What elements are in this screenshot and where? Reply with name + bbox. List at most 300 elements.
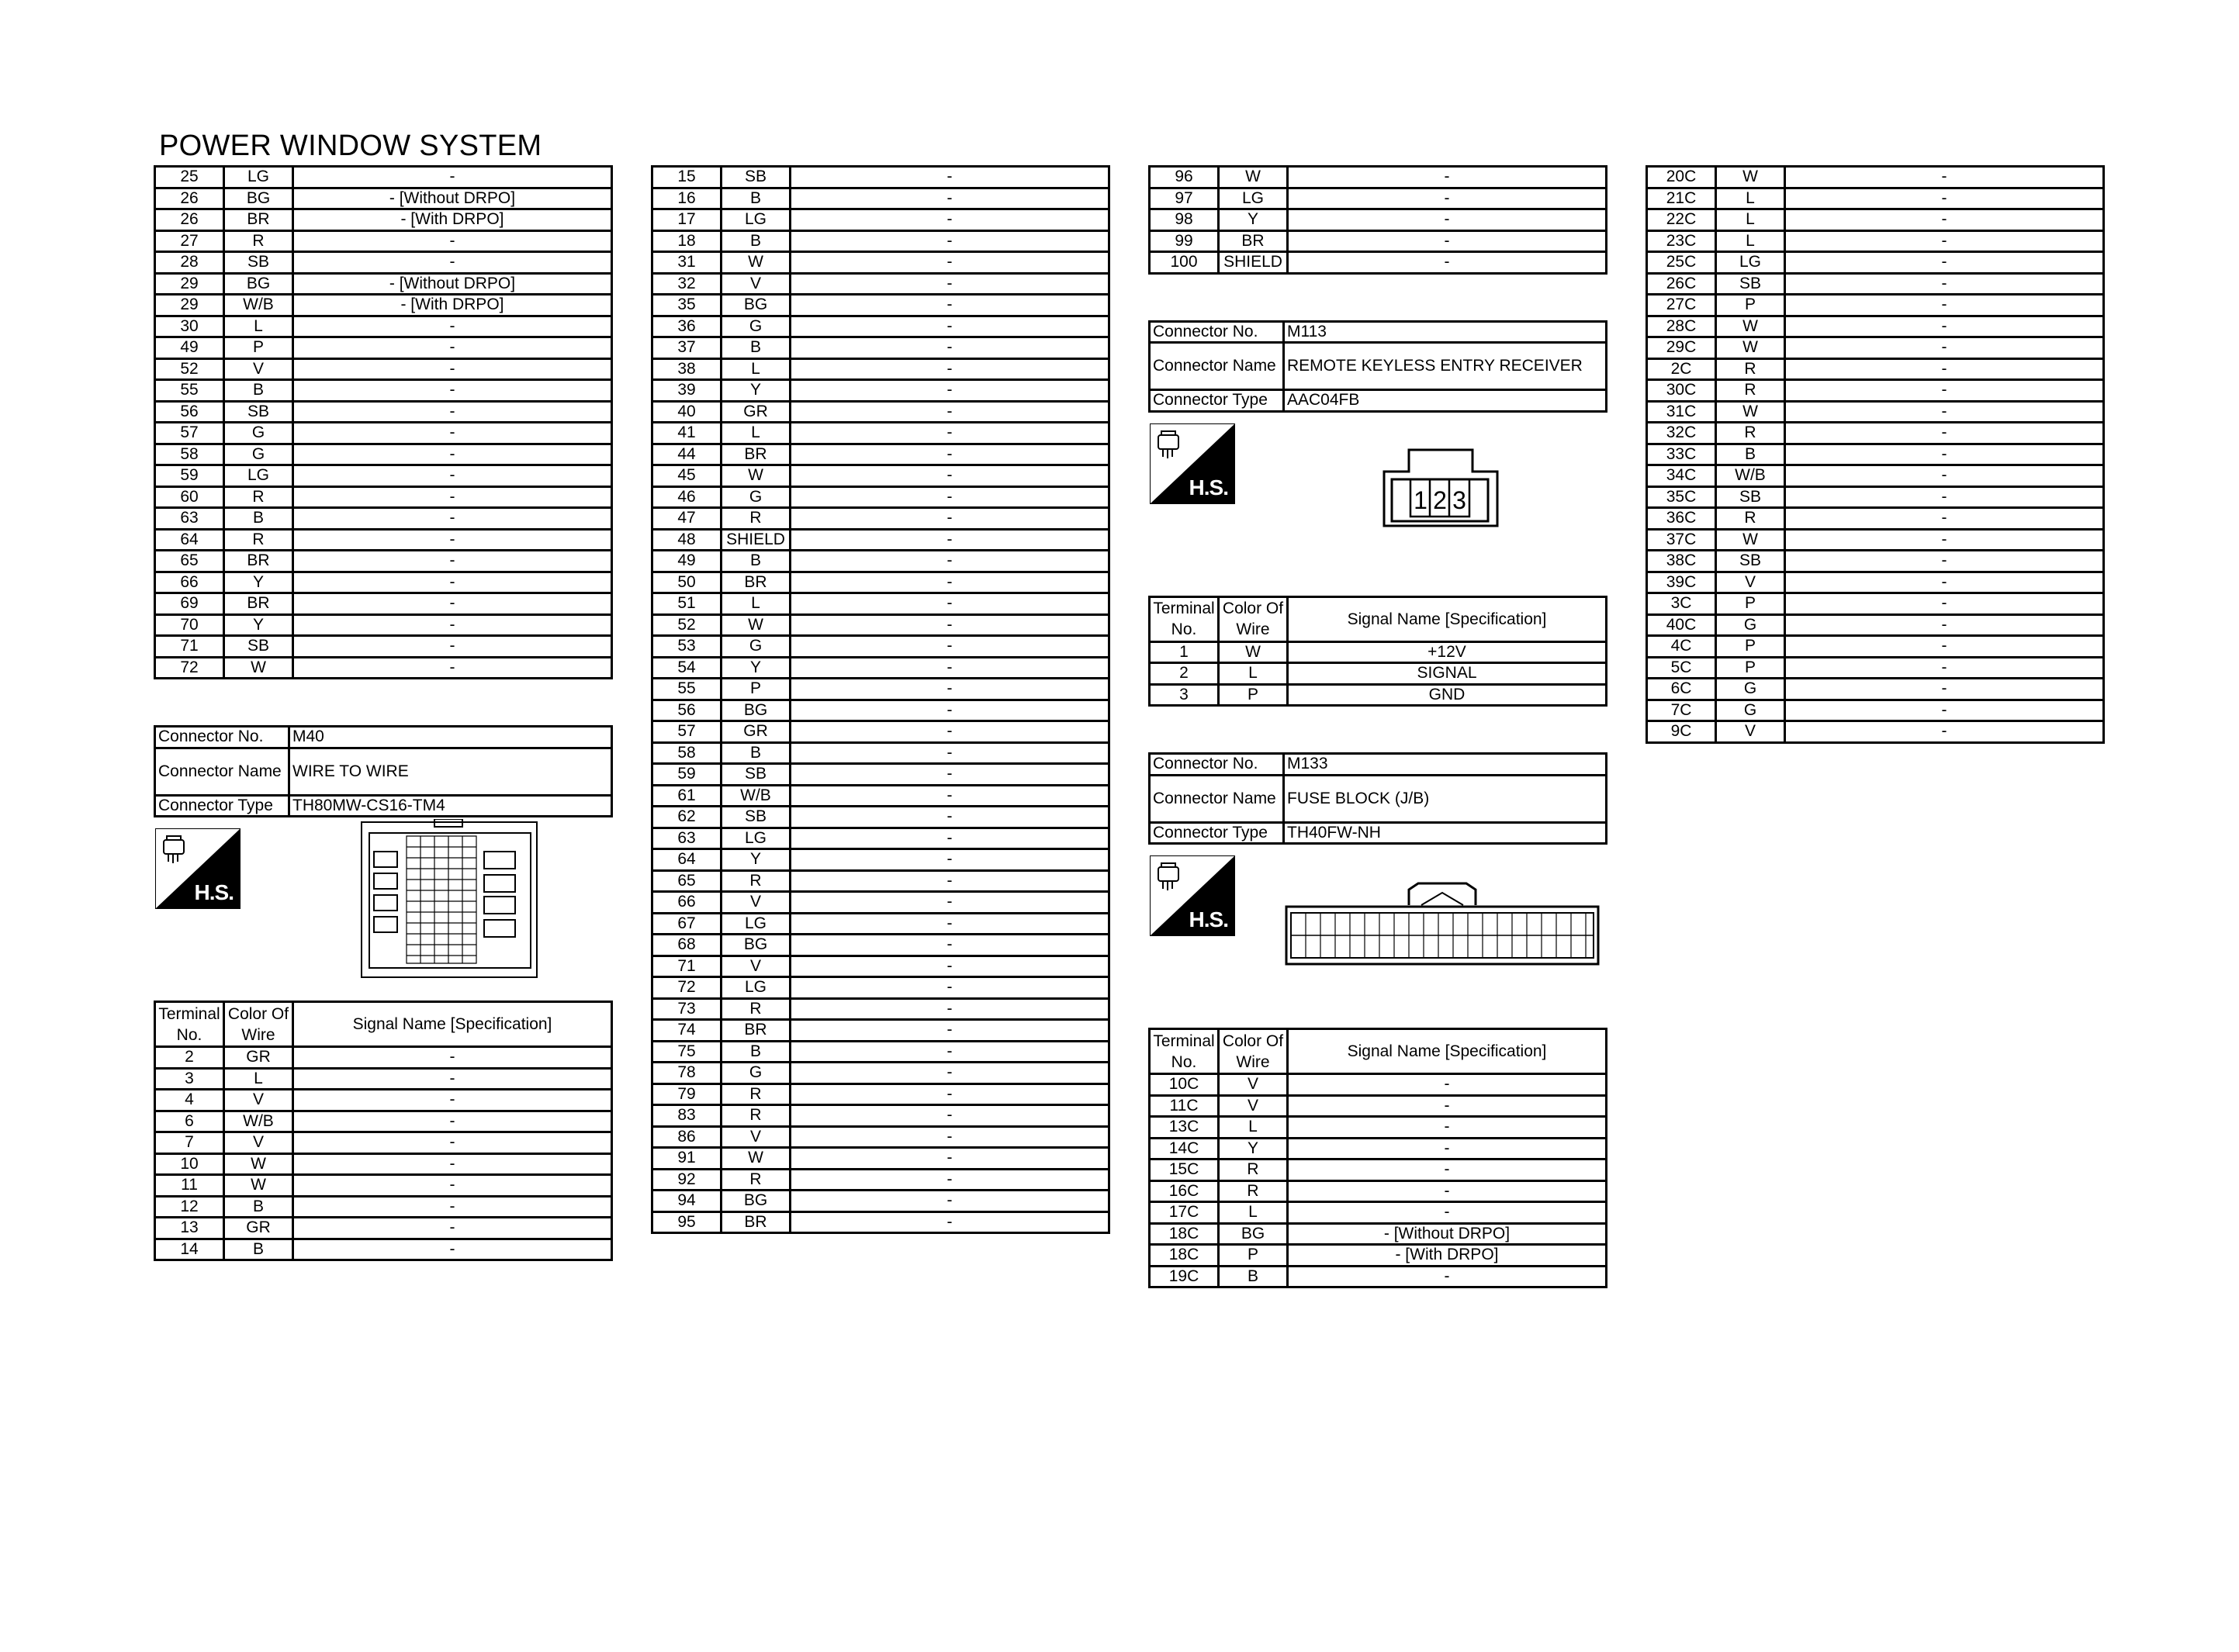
signal-name: -	[791, 1126, 1109, 1148]
signal-name: -	[1785, 636, 2104, 658]
terminal-no: 75	[652, 1041, 722, 1063]
terminal-no: 73	[652, 998, 722, 1020]
terminal-no: 97	[1150, 188, 1219, 209]
wire-color: SB	[722, 807, 791, 828]
signal-name: -	[791, 401, 1109, 423]
connector-name-label: Connector Name	[1150, 775, 1284, 822]
wire-color: Y	[1219, 1138, 1288, 1160]
wire-color: G	[722, 1063, 791, 1084]
terminal-no: 38C	[1647, 551, 1716, 572]
table-row	[1647, 358, 2104, 380]
terminal-no: 56	[652, 700, 722, 721]
terminal-no: 60	[155, 486, 224, 508]
signal-name: -	[791, 551, 1109, 572]
wire-color: Y	[224, 614, 293, 636]
signal-name: -	[293, 423, 612, 444]
table-row	[155, 486, 612, 508]
signal-name: -	[791, 1211, 1109, 1233]
signal-name: -	[293, 465, 612, 487]
terminal-no: 1	[1150, 641, 1219, 663]
terminal-table-m133-continued	[1646, 165, 2105, 744]
wire-color: V	[1219, 1095, 1288, 1117]
signal-name: -	[293, 167, 612, 188]
wire-color: L	[1219, 1117, 1288, 1139]
wire-color: B	[224, 380, 293, 402]
pin-2: 2	[1433, 486, 1447, 514]
signal-name: -	[293, 358, 612, 380]
table-row	[155, 1132, 612, 1154]
terminal-no: 14C	[1150, 1138, 1219, 1160]
wire-color: L	[1219, 1202, 1288, 1224]
wire-color: GR	[224, 1218, 293, 1239]
table-row	[155, 1153, 612, 1175]
wire-color: V	[224, 358, 293, 380]
wire-color: R	[1716, 423, 1785, 444]
table-row	[652, 977, 1109, 999]
terminal-no: 17	[652, 209, 722, 231]
signal-name: -	[1785, 209, 2104, 231]
signal-name: -	[293, 1068, 612, 1090]
connector-no-value: M133	[1284, 754, 1607, 776]
terminal-no: 26	[155, 209, 224, 231]
signal-name: - [Without DRPO]	[293, 188, 612, 209]
wire-color: G	[1716, 679, 1785, 700]
table-row	[652, 764, 1109, 786]
table-row	[155, 380, 612, 402]
signal-name: -	[293, 572, 612, 593]
signal-name: -	[791, 657, 1109, 679]
terminal-no: 78	[652, 1063, 722, 1084]
terminal-no: 63	[652, 828, 722, 849]
signal-name: -	[293, 1111, 612, 1132]
wire-color: G	[1716, 700, 1785, 721]
wire-color: BG	[722, 935, 791, 956]
table-row	[155, 188, 612, 209]
table-row	[1150, 252, 1607, 274]
wire-color: R	[1219, 1180, 1288, 1202]
table-row	[652, 551, 1109, 572]
signal-name: -	[293, 380, 612, 402]
signal-name: -	[791, 977, 1109, 999]
table-row	[1647, 700, 2104, 721]
table-row	[155, 316, 612, 337]
connector-type-label: Connector Type	[1150, 822, 1284, 844]
terminal-no: 12	[155, 1196, 224, 1218]
table-row	[155, 1090, 612, 1111]
harness-side-icon	[1150, 423, 1235, 504]
wire-color: B	[722, 230, 791, 252]
column-3	[1148, 165, 1607, 1288]
table-row	[652, 1105, 1109, 1127]
signal-name: -	[293, 1132, 612, 1154]
table-row	[652, 913, 1109, 935]
terminal-no: 71	[155, 636, 224, 658]
signal-name: -	[791, 913, 1109, 935]
terminal-no: 28C	[1647, 316, 1716, 337]
wire-color: R	[224, 486, 293, 508]
table-row	[155, 1196, 612, 1218]
terminal-no-header: Terminal No.	[155, 1002, 224, 1047]
terminal-no: 54	[652, 657, 722, 679]
table-row	[652, 1083, 1109, 1105]
wire-color: R	[722, 1169, 791, 1191]
wire-color: P	[1716, 593, 1785, 615]
terminal-no: 27C	[1647, 295, 1716, 316]
signal-name: -	[1785, 508, 2104, 530]
signal-name: -	[1785, 444, 2104, 465]
wire-color-header: Color Of Wire	[1219, 1029, 1288, 1074]
wire-color: B	[1716, 444, 1785, 465]
wire-color: W/B	[722, 785, 791, 807]
terminal-no: 39	[652, 380, 722, 402]
wire-color: G	[722, 486, 791, 508]
signal-name: -	[293, 230, 612, 252]
wire-color: BG	[722, 1191, 791, 1212]
wire-color: SHIELD	[1219, 252, 1288, 274]
signal-name: -	[1785, 273, 2104, 295]
wire-color: V	[722, 956, 791, 977]
table-row	[652, 1020, 1109, 1042]
signal-name: -	[791, 167, 1109, 188]
table-row	[1647, 188, 2104, 209]
wire-color: B	[722, 1041, 791, 1063]
table-row	[1150, 1074, 1607, 1096]
terminal-no: 72	[652, 977, 722, 999]
terminal-no: 49	[652, 551, 722, 572]
signal-name: -	[791, 1191, 1109, 1212]
pin-1: 1	[1414, 486, 1427, 514]
table-row	[1647, 657, 2104, 679]
signal-name: -	[791, 465, 1109, 487]
wire-color: W	[722, 252, 791, 274]
wire-color: GR	[722, 401, 791, 423]
terminal-no: 13C	[1150, 1117, 1219, 1139]
wire-color: B	[722, 337, 791, 359]
wire-color: L	[1716, 209, 1785, 231]
table-row	[652, 657, 1109, 679]
signal-name: -	[791, 935, 1109, 956]
connector-type-value: AAC04FB	[1284, 390, 1607, 412]
page-title: POWER WINDOW SYSTEM	[159, 130, 542, 162]
terminal-no: 71	[652, 956, 722, 977]
column-1	[154, 165, 613, 1261]
harness-side-icon	[1150, 855, 1235, 936]
wire-color: L	[722, 593, 791, 615]
terminal-no: 63	[155, 508, 224, 530]
wire-color: BR	[722, 1020, 791, 1042]
table-row	[1150, 1095, 1607, 1117]
wire-color: V	[1716, 572, 1785, 593]
wire-color: LG	[1219, 188, 1288, 209]
wire-color: Y	[722, 657, 791, 679]
wire-color: LG	[722, 828, 791, 849]
table-row	[1647, 230, 2104, 252]
signal-name: -	[791, 444, 1109, 465]
signal-name: -	[791, 636, 1109, 658]
wire-color: BR	[1219, 230, 1288, 252]
table-row	[155, 636, 612, 658]
wire-color: G	[722, 636, 791, 658]
connector-name-value: REMOTE KEYLESS ENTRY RECEIVER	[1284, 343, 1607, 390]
wire-color: SB	[1716, 551, 1785, 572]
wire-color: W	[1716, 337, 1785, 359]
signal-name: -	[791, 742, 1109, 764]
terminal-no: 7C	[1647, 700, 1716, 721]
table-row	[652, 828, 1109, 849]
terminal-no: 18C	[1150, 1245, 1219, 1267]
connector-face-diagram-m113	[1381, 448, 1500, 529]
table-row	[155, 1218, 612, 1239]
terminal-no: 27	[155, 230, 224, 252]
connector-name-label: Connector Name	[155, 748, 289, 795]
wire-color: R	[722, 1083, 791, 1105]
terminal-no: 55	[652, 679, 722, 700]
wire-color: B	[224, 1239, 293, 1260]
wire-color: LG	[722, 977, 791, 999]
table-row	[1647, 636, 2104, 658]
signal-name: -	[791, 423, 1109, 444]
terminal-no: 55	[155, 380, 224, 402]
signal-name-header: Signal Name [Specification]	[293, 1002, 612, 1047]
table-row	[1647, 551, 2104, 572]
signal-name: -	[1785, 486, 2104, 508]
signal-name: -	[293, 593, 612, 615]
table-row	[652, 252, 1109, 274]
table-row	[1647, 423, 2104, 444]
table-row	[652, 956, 1109, 977]
connector-figure-m113	[1148, 413, 1607, 596]
table-row	[1150, 188, 1607, 209]
wire-color: BG	[1219, 1223, 1288, 1245]
wire-color: V	[1219, 1074, 1288, 1096]
signal-name: -	[791, 764, 1109, 786]
table-row	[652, 273, 1109, 295]
wire-color: G	[224, 444, 293, 465]
table-row	[652, 316, 1109, 337]
table-row	[1647, 167, 2104, 188]
wire-color: P	[1716, 636, 1785, 658]
table-row	[652, 593, 1109, 615]
signal-name: -	[791, 337, 1109, 359]
signal-name: -	[293, 529, 612, 551]
terminal-no: 66	[155, 572, 224, 593]
signal-name: - [With DRPO]	[293, 209, 612, 231]
signal-name: -	[1288, 1095, 1607, 1117]
wire-color: LG	[722, 209, 791, 231]
wire-color: SB	[722, 764, 791, 786]
terminal-no: 37	[652, 337, 722, 359]
connector-type-value: TH40FW-NH	[1284, 822, 1607, 844]
table-row	[155, 401, 612, 423]
signal-name: -	[1288, 1138, 1607, 1160]
terminal-no: 91	[652, 1148, 722, 1170]
column-2	[651, 165, 1110, 1234]
signal-name: -	[1288, 252, 1607, 274]
table-row	[652, 721, 1109, 743]
terminal-no: 57	[155, 423, 224, 444]
terminal-table-continued	[651, 165, 1110, 1234]
terminal-no: 83	[652, 1105, 722, 1127]
signal-name-header: Signal Name [Specification]	[1288, 596, 1607, 641]
table-row	[652, 614, 1109, 636]
signal-name: -	[293, 657, 612, 679]
connector-figure-m40	[154, 817, 613, 1001]
signal-name: - [With DRPO]	[1288, 1245, 1607, 1267]
terminal-no: 56	[155, 401, 224, 423]
wire-color: BR	[722, 572, 791, 593]
terminal-no: 9C	[1647, 721, 1716, 743]
wire-color: BG	[722, 295, 791, 316]
signal-name: -	[293, 1175, 612, 1197]
terminal-no: 86	[652, 1126, 722, 1148]
terminal-table-top	[154, 165, 613, 679]
terminal-no: 29	[155, 295, 224, 316]
table-row	[1150, 230, 1607, 252]
wire-color: SB	[1716, 273, 1785, 295]
table-row	[1647, 465, 2104, 487]
table-row	[652, 1041, 1109, 1063]
wire-color: R	[1716, 358, 1785, 380]
wire-color: L	[722, 423, 791, 444]
terminal-no: 31	[652, 252, 722, 274]
signal-name: -	[1785, 721, 2104, 743]
wire-color: BR	[722, 444, 791, 465]
terminal-no: 47	[652, 508, 722, 530]
table-row	[652, 1126, 1109, 1148]
signal-name: -	[791, 1083, 1109, 1105]
hs-label: H.S.	[1189, 907, 1228, 931]
terminal-no: 37C	[1647, 529, 1716, 551]
wire-color: GR	[224, 1047, 293, 1069]
table-row	[1647, 337, 2104, 359]
terminal-no: 64	[652, 849, 722, 871]
table-row	[1647, 721, 2104, 743]
terminal-no: 65	[652, 870, 722, 892]
signal-name: -	[791, 956, 1109, 977]
signal-name: -	[1785, 614, 2104, 636]
table-row	[652, 785, 1109, 807]
signal-name: -	[791, 679, 1109, 700]
terminal-no: 3C	[1647, 593, 1716, 615]
wire-color: L	[722, 358, 791, 380]
wire-color: R	[224, 230, 293, 252]
terminal-no: 40	[652, 401, 722, 423]
terminal-no: 17C	[1150, 1202, 1219, 1224]
terminal-no: 74	[652, 1020, 722, 1042]
signal-name: -	[1288, 209, 1607, 231]
signal-name: -	[791, 593, 1109, 615]
wire-color: W	[722, 1148, 791, 1170]
wire-color: W	[1219, 167, 1288, 188]
table-row	[155, 657, 612, 679]
table-row	[1647, 572, 2104, 593]
connector-info-m133	[1148, 752, 1607, 845]
signal-name: -	[1785, 700, 2104, 721]
signal-name: -	[293, 1090, 612, 1111]
table-row	[1150, 1180, 1607, 1202]
table-row	[155, 572, 612, 593]
table-row	[1150, 1245, 1607, 1267]
pin-3: 3	[1452, 486, 1466, 514]
terminal-no: 15	[652, 167, 722, 188]
wire-color: B	[224, 1196, 293, 1218]
terminal-no: 32C	[1647, 423, 1716, 444]
column-4	[1646, 165, 2105, 744]
wire-color: R	[1716, 380, 1785, 402]
wire-color: G	[722, 316, 791, 337]
table-row	[1150, 684, 1607, 706]
terminal-table-m113	[1148, 596, 1607, 707]
terminal-no: 22C	[1647, 209, 1716, 231]
wire-color: L	[1716, 230, 1785, 252]
table-row	[652, 742, 1109, 764]
signal-name: -	[1785, 230, 2104, 252]
wire-color: R	[1716, 508, 1785, 530]
signal-name: -	[791, 807, 1109, 828]
table-row	[652, 998, 1109, 1020]
terminal-no: 34C	[1647, 465, 1716, 487]
table-row	[652, 401, 1109, 423]
table-row	[1150, 641, 1607, 663]
wire-color: B	[224, 508, 293, 530]
table-row	[1150, 1160, 1607, 1181]
terminal-no: 30	[155, 316, 224, 337]
wire-color: V	[1716, 721, 1785, 743]
table-row	[652, 700, 1109, 721]
terminal-no: 36C	[1647, 508, 1716, 530]
terminal-no: 10C	[1150, 1074, 1219, 1096]
table-row	[155, 167, 612, 188]
terminal-no: 59	[652, 764, 722, 786]
terminal-no: 41	[652, 423, 722, 444]
signal-name: -	[1288, 1074, 1607, 1096]
wire-color: W	[224, 1153, 293, 1175]
terminal-no: 99	[1150, 230, 1219, 252]
wire-color: SB	[224, 252, 293, 274]
wire-color: W/B	[1716, 465, 1785, 487]
terminal-table-m40	[154, 1001, 613, 1261]
table-row	[652, 870, 1109, 892]
signal-name: -	[1288, 230, 1607, 252]
terminal-no: 2	[155, 1047, 224, 1069]
signal-name: -	[791, 998, 1109, 1020]
signal-name: -	[791, 572, 1109, 593]
table-row	[652, 167, 1109, 188]
table-row	[652, 423, 1109, 444]
wire-color: W/B	[224, 295, 293, 316]
table-row	[155, 1111, 612, 1132]
table-row	[1150, 1117, 1607, 1139]
table-row	[155, 252, 612, 274]
table-row	[1647, 295, 2104, 316]
signal-name: -	[791, 273, 1109, 295]
terminal-no: 15C	[1150, 1160, 1219, 1181]
signal-name: -	[791, 316, 1109, 337]
table-row	[1150, 1266, 1607, 1287]
terminal-no: 58	[155, 444, 224, 465]
wire-color: Y	[224, 572, 293, 593]
table-row	[155, 529, 612, 551]
wire-color: BG	[722, 700, 791, 721]
connector-no-label: Connector No.	[1150, 754, 1284, 776]
terminal-no: 20C	[1647, 167, 1716, 188]
terminal-no: 52	[652, 614, 722, 636]
signal-name: -	[1288, 188, 1607, 209]
wire-color: GR	[722, 721, 791, 743]
wire-color: V	[722, 892, 791, 914]
connector-type-label: Connector Type	[1150, 390, 1284, 412]
wire-color: Y	[722, 380, 791, 402]
